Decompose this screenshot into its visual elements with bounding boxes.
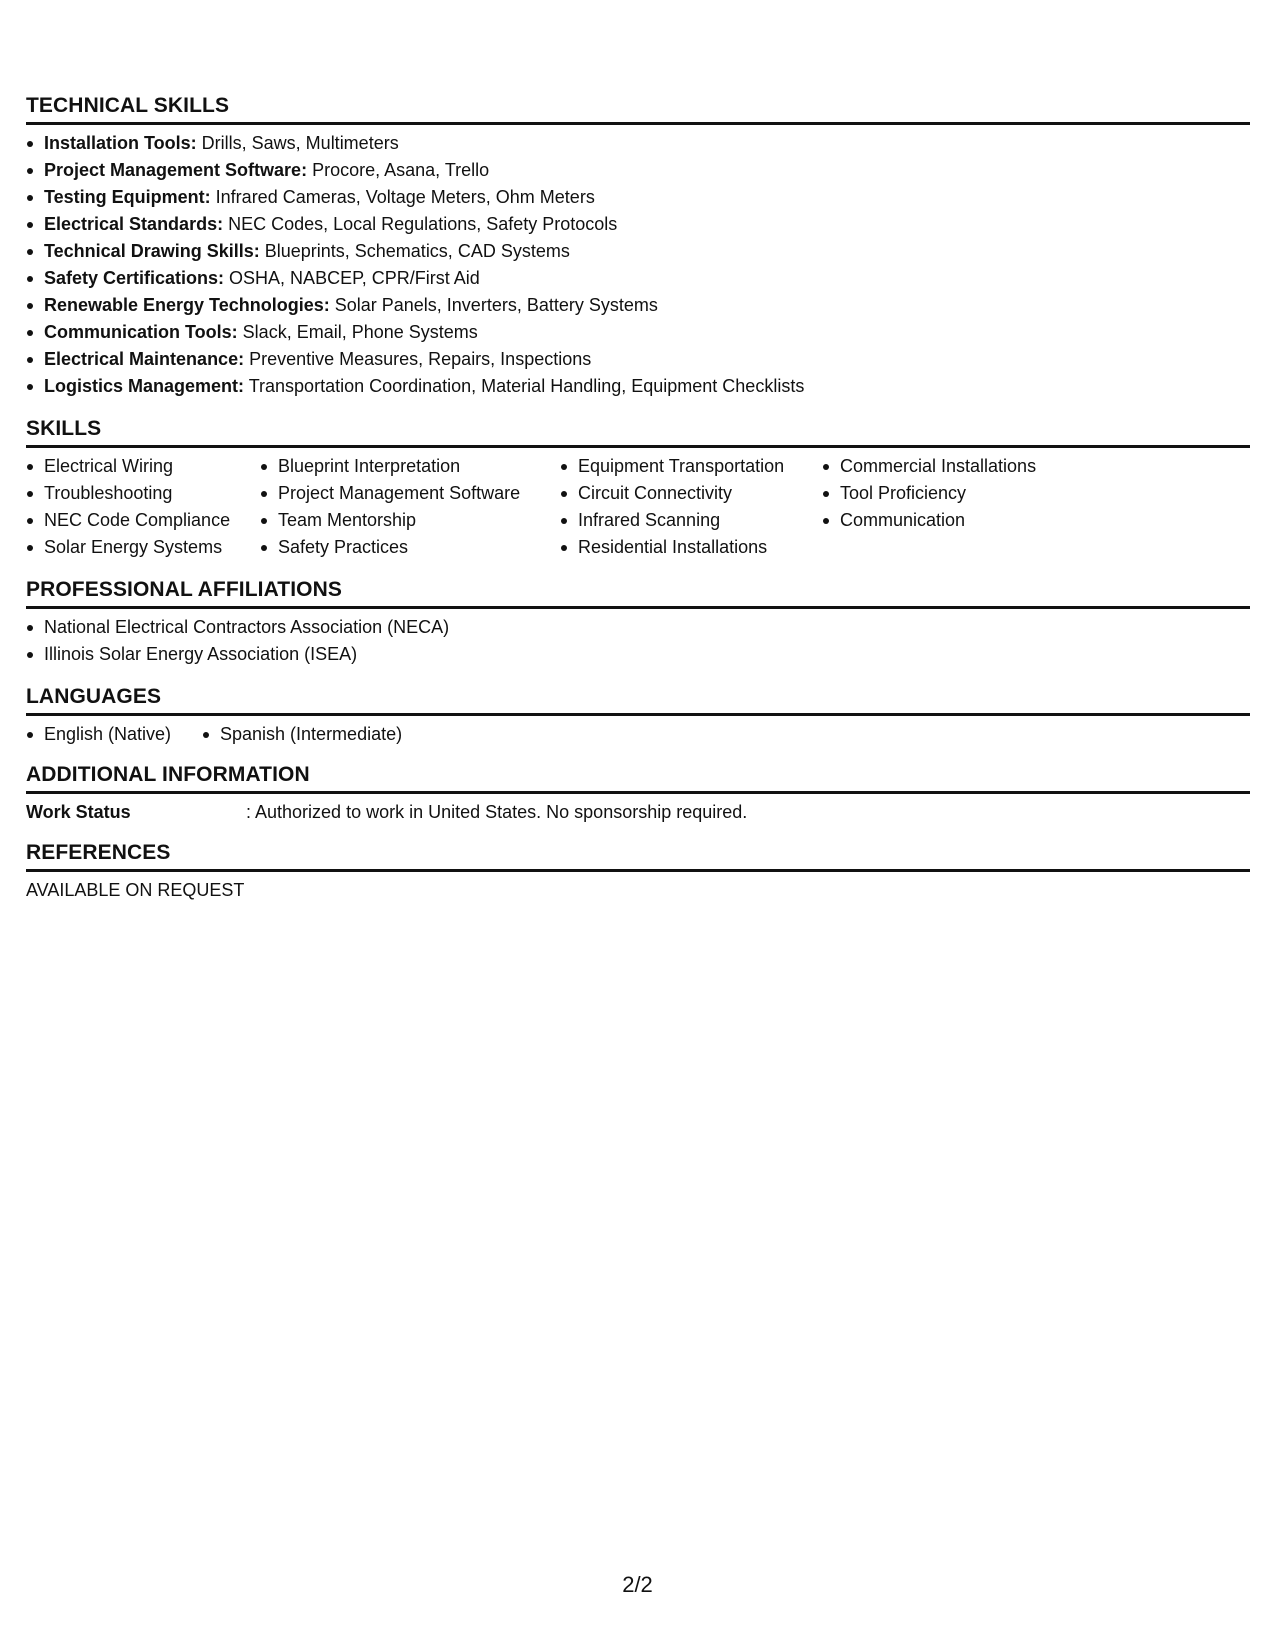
- work-status-value: : Authorized to work in United States. No sponsorship required.: [246, 802, 748, 822]
- languages-column: [202, 721, 402, 748]
- item-label: Communication Tools:: [44, 322, 238, 342]
- work-status-label: Work Status: [26, 802, 131, 822]
- list-item: Solar Energy Systems: [26, 534, 260, 561]
- skills-column: [822, 453, 1082, 561]
- item-value: Transportation Coordination, Material Handling, Equipment Checklists: [244, 376, 805, 396]
- languages-row: [26, 721, 1250, 748]
- section-title-technical-skills: TECHNICAL SKILLS: [26, 93, 1250, 125]
- item-value: Infrared Cameras, Voltage Meters, Ohm Meters: [210, 187, 595, 207]
- references-section: [26, 840, 1250, 904]
- list-item: [26, 184, 1250, 211]
- list-item: Blueprint Interpretation: [260, 453, 560, 480]
- item-label: Project Management Software:: [44, 160, 308, 180]
- item-value: Slack, Email, Phone Systems: [237, 322, 478, 342]
- list-item: [26, 157, 1250, 184]
- list-item: [26, 238, 1250, 265]
- item-label: Electrical Standards:: [44, 214, 224, 234]
- list-item: Electrical Wiring: [26, 453, 260, 480]
- item-value: Preventive Measures, Repairs, Inspections: [244, 349, 592, 369]
- skills-column: [26, 453, 260, 561]
- list-item: Team Mentorship: [260, 507, 560, 534]
- page-number: 2/2: [622, 1572, 653, 1597]
- list-item: [26, 319, 1250, 346]
- list-item: Infrared Scanning: [560, 507, 822, 534]
- list-item: [26, 211, 1250, 238]
- skills-column: [260, 453, 560, 561]
- section-title-affiliations: PROFESSIONAL AFFILIATIONS: [26, 577, 1250, 609]
- item-label: Testing Equipment:: [44, 187, 211, 207]
- list-item: Residential Installations: [560, 534, 822, 561]
- technical-skills-section: [26, 93, 1250, 400]
- list-item: [26, 265, 1250, 292]
- skills-column: [560, 453, 822, 561]
- list-item: Project Management Software: [260, 480, 560, 507]
- item-label: Renewable Energy Technologies:: [44, 295, 330, 315]
- list-item: National Electrical Contractors Association (NECA): [26, 614, 1250, 641]
- section-title-references: REFERENCES: [26, 840, 1250, 872]
- references-text: AVAILABLE ON REQUEST: [26, 880, 245, 900]
- list-item: [26, 130, 1250, 157]
- affiliations-list: [26, 614, 1250, 668]
- list-item: Commercial Installations: [822, 453, 1082, 480]
- list-item: NEC Code Compliance: [26, 507, 260, 534]
- technical-skills-list: [26, 130, 1250, 400]
- list-item: Spanish (Intermediate): [202, 721, 402, 748]
- list-item: Communication: [822, 507, 1082, 534]
- work-status-row: [26, 799, 1250, 826]
- item-label: Electrical Maintenance:: [44, 349, 245, 369]
- list-item: Troubleshooting: [26, 480, 260, 507]
- item-value: Blueprints, Schematics, CAD Systems: [259, 241, 570, 261]
- list-item: Equipment Transportation: [560, 453, 822, 480]
- list-item: [26, 373, 1250, 400]
- item-value: Solar Panels, Inverters, Battery Systems: [329, 295, 658, 315]
- section-title-languages: LANGUAGES: [26, 684, 1250, 716]
- item-label: Logistics Management:: [44, 376, 245, 396]
- item-value: Procore, Asana, Trello: [307, 160, 490, 180]
- skills-section: [26, 416, 1250, 561]
- section-title-skills: SKILLS: [26, 416, 1250, 448]
- list-item: Safety Practices: [260, 534, 560, 561]
- languages-section: [26, 684, 1250, 748]
- list-item: [26, 346, 1250, 373]
- list-item: Circuit Connectivity: [560, 480, 822, 507]
- additional-information-section: [26, 762, 1250, 826]
- item-value: NEC Codes, Local Regulations, Safety Protocols: [223, 214, 618, 234]
- list-item: Illinois Solar Energy Association (ISEA): [26, 641, 1250, 668]
- item-value: Drills, Saws, Multimeters: [196, 133, 399, 153]
- list-item: English (Native): [26, 721, 202, 748]
- item-value: OSHA, NABCEP, CPR/First Aid: [224, 268, 480, 288]
- skills-grid: [26, 453, 1250, 561]
- item-label: Safety Certifications:: [44, 268, 225, 288]
- list-item: [26, 292, 1250, 319]
- section-title-additional-information: ADDITIONAL INFORMATION: [26, 762, 1250, 794]
- affiliations-section: [26, 577, 1250, 668]
- resume-page: [26, 93, 1250, 904]
- item-label: Installation Tools:: [44, 133, 197, 153]
- list-item: Tool Proficiency: [822, 480, 1082, 507]
- languages-column: [26, 721, 202, 748]
- item-label: Technical Drawing Skills:: [44, 241, 260, 261]
